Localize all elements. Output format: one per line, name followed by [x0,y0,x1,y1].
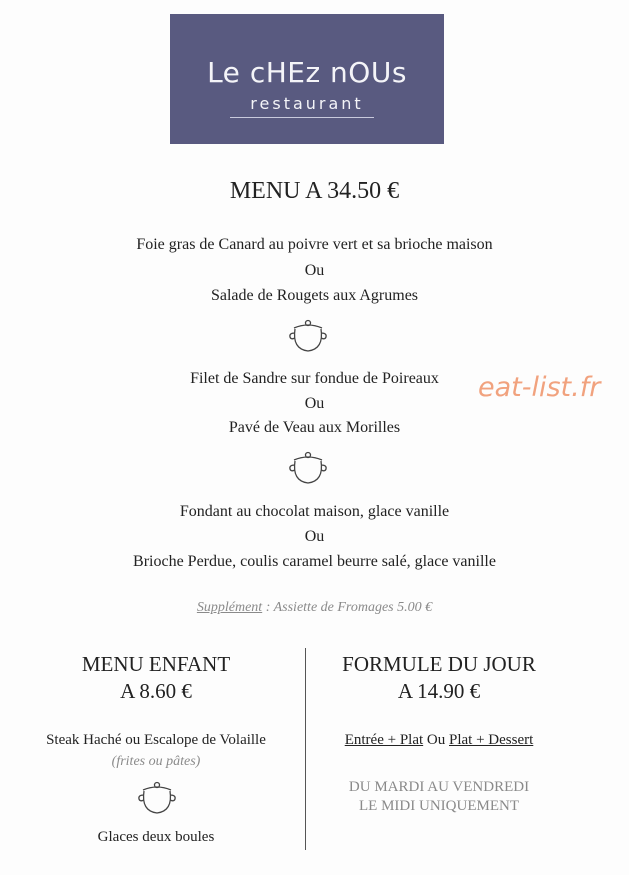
kids-menu-price: A 8.60 € [120,679,192,703]
main-or: Ou [304,395,325,412]
kids-menu-side-note: (frites ou pâtes) [111,754,201,769]
supplement-note [0,600,629,616]
dessert-option-2: Brioche Perdue, coulis caramel beurre salé, glace vanille [133,553,496,570]
kids-menu-title: MENU ENFANT [81,652,231,676]
cooking-pot-icon [286,314,330,356]
daily-formula-title: FORMULE DU JOUR [342,652,536,676]
supplement-text: : Assiette de Fromages 5.00 € [262,600,433,615]
starter-or: Ou [304,262,325,279]
supplement-label: Supplément [196,600,263,615]
kids-menu-dessert: Glaces deux boules [97,829,215,845]
kids-menu-main: Steak Haché ou Escalope de Volaille [46,732,266,748]
menu-title: MENU A 34.50 € [229,178,400,204]
logo-name: Le cHEz nOUs [207,56,407,89]
main-option-1: Filet de Sandre sur fondue de Poireaux [190,370,439,387]
watermark: eat-list.fr [478,372,601,403]
dessert-option-1: Fondant au chocolat maison, glace vanille [179,503,450,520]
formula-option-2: Plat + Dessert [449,732,534,748]
daily-formula-options [305,732,573,749]
formula-option-1: Entrée + Plat [344,732,424,748]
daily-formula-price: A 14.90 € [397,679,481,703]
starter-option-1: Foie gras de Canard au poivre vert et sa brioche maison [136,236,493,253]
formula-or: Ou [426,732,446,748]
cooking-pot-icon [286,446,330,488]
formula-availability-2: LE MIDI UNIQUEMENT [359,798,519,814]
logo-subtitle: restaurant [250,94,364,113]
formula-availability-1: DU MARDI AU VENDREDI [348,779,530,795]
restaurant-logo [170,14,444,144]
starter-option-2: Salade de Rougets aux Agrumes [210,287,419,304]
main-option-2: Pavé de Veau aux Morilles [228,419,401,436]
cooking-pot-icon [135,776,179,818]
logo-underline [230,117,374,118]
dessert-or: Ou [304,528,325,545]
